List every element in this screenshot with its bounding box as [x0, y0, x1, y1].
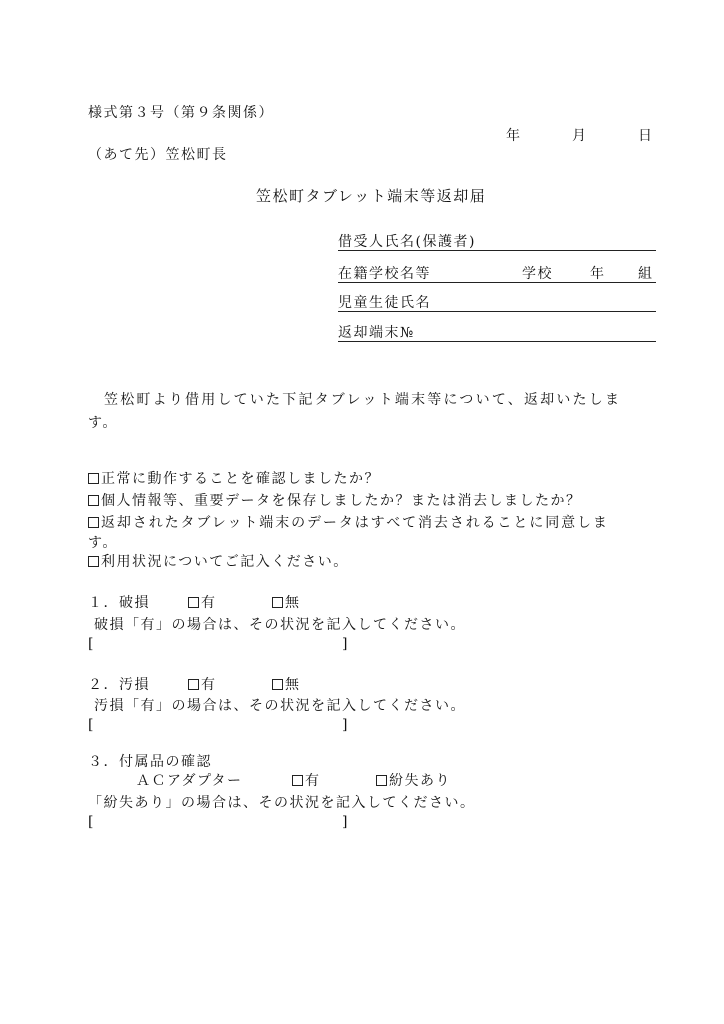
checklist-item-continuation: す。 [88, 535, 118, 551]
accessory-bracket-close: ] [342, 814, 349, 830]
student-field-line[interactable] [338, 311, 656, 312]
option-label: 紛失あり [389, 773, 451, 789]
checklist-item-label: 返却されたタブレット端末のデータはすべて消去されることに同意しま [101, 515, 609, 531]
grade-suffix: 年 [590, 266, 606, 282]
checklist-item-label: 利用状況についてご記入ください。 [101, 554, 349, 570]
accessory-detail-input[interactable] [98, 813, 340, 831]
checklist-item-label: 個人情報等、重要データを保存しましたか？または消去しましたか？ [101, 493, 582, 509]
accessory-option-lost[interactable] [376, 772, 451, 790]
document-title: 笠松町タブレット端末等返却届 [256, 187, 487, 205]
form-number: 様式第３号（第９条関係） [88, 105, 274, 121]
date-month-label: 月 [572, 128, 588, 144]
checkbox[interactable] [88, 473, 99, 484]
accessory-item-ac-adapter: ＡＣアダプター [136, 773, 243, 789]
checklist-item-working[interactable] [88, 470, 380, 488]
accessory-option-yes[interactable] [292, 772, 321, 790]
checkbox[interactable] [88, 556, 99, 567]
checklist-item-data-saved[interactable] [88, 492, 582, 510]
stain-option-no[interactable] [272, 676, 301, 694]
school-suffix: 学校 [522, 266, 553, 282]
damage-option-yes[interactable] [188, 594, 217, 612]
addressee: （あて先）笠松町長 [88, 147, 228, 163]
school-field-line[interactable] [338, 282, 656, 283]
option-label: 無 [285, 595, 301, 611]
damage-heading: １．破損 [88, 595, 150, 611]
damage-note: 破損「有」の場合は、その状況を記入してください。 [94, 617, 466, 633]
checklist-item-data-erase-consent[interactable] [88, 514, 609, 532]
body-line-1: 笠松町より借用していた下記タブレット端末等について、返却いたしま [104, 392, 622, 408]
date-year-label: 年 [506, 128, 522, 144]
checkbox[interactable] [292, 775, 303, 786]
option-label: 有 [201, 595, 217, 611]
stain-detail-input[interactable] [98, 716, 340, 734]
checkbox[interactable] [272, 679, 283, 690]
option-label: 有 [305, 773, 321, 789]
damage-option-no[interactable] [272, 594, 301, 612]
device-no-field-line[interactable] [338, 341, 656, 342]
class-suffix: 組 [638, 266, 654, 282]
checkbox[interactable] [188, 597, 199, 608]
stain-heading: ２．汚損 [88, 677, 150, 693]
checkbox[interactable] [88, 495, 99, 506]
school-label: 在籍学校名等 [338, 266, 431, 282]
checkbox[interactable] [88, 517, 99, 528]
checkbox[interactable] [376, 775, 387, 786]
checkbox[interactable] [272, 597, 283, 608]
stain-bracket-close: ] [342, 717, 349, 733]
body-line-2: す。 [88, 415, 118, 431]
borrower-field-line[interactable] [338, 250, 656, 251]
accessory-bracket-open: [ [88, 814, 95, 830]
option-label: 有 [201, 677, 217, 693]
damage-bracket-close: ] [342, 636, 349, 652]
damage-detail-input[interactable] [98, 635, 340, 653]
borrower-label: 借受人氏名(保護者) [338, 234, 476, 250]
option-label: 無 [285, 677, 301, 693]
stain-note: 汚損「有」の場合は、その状況を記入してください。 [94, 698, 466, 714]
checklist-item-usage[interactable] [88, 553, 349, 571]
accessory-note: 「紛失あり」の場合は、その状況を記入してください。 [88, 795, 476, 811]
checklist-item-label: 正常に動作することを確認しましたか？ [101, 471, 380, 487]
accessory-heading: ３．付属品の確認 [88, 754, 212, 770]
checkbox[interactable] [188, 679, 199, 690]
stain-option-yes[interactable] [188, 676, 217, 694]
student-label: 児童生徒氏名 [338, 295, 431, 311]
stain-bracket-open: [ [88, 717, 95, 733]
date-day-label: 日 [638, 128, 654, 144]
damage-bracket-open: [ [88, 636, 95, 652]
device-no-label: 返却端末№ [338, 325, 415, 341]
